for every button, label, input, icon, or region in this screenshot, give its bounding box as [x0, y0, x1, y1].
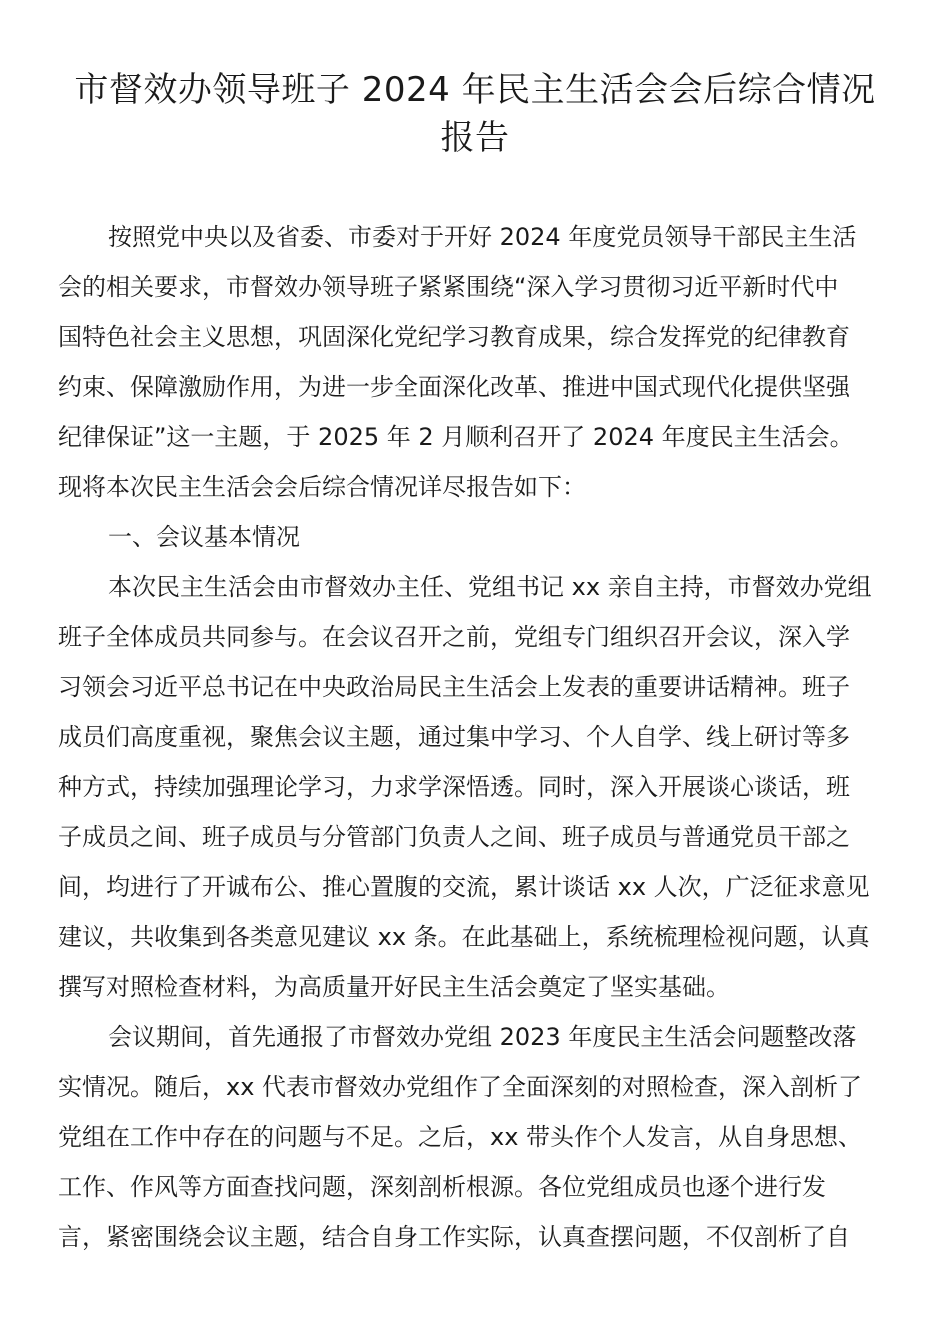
- paragraph-1-line-5: 纪律保证”这一主题，于 2025 年 2 月顺利召开了 2024 年度民主生活会。: [58, 423, 854, 451]
- paragraph-2-line-1: 本次民主生活会由市督效办主任、党组书记 xx 亲自主持，市督效办党组: [108, 573, 872, 601]
- paragraph-3-line-5: 言，紧密围绕会议主题，结合自身工作实际，认真查摆问题，不仅剖析了自: [58, 1223, 850, 1251]
- paragraph-1-line-4: 约束、保障激励作用，为进一步全面深化改革、推进中国式现代化提供坚强: [58, 373, 850, 401]
- paragraph-1-line-3: 国特色社会主义思想，巩固深化党纪学习教育成果，综合发挥党的纪律教育: [58, 323, 850, 351]
- paragraph-2-line-4: 成员们高度重视，聚焦会议主题，通过集中学习、个人自学、线上研讨等多: [58, 723, 850, 751]
- paragraph-2-line-3: 习领会习近平总书记在中央政治局民主生活会上发表的重要讲话精神。班子: [58, 673, 850, 701]
- paragraph-2-line-8: 建议，共收集到各类意见建议 xx 条。在此基础上，系统梳理检视问题，认真: [58, 923, 870, 951]
- paragraph-2-line-5: 种方式，持续加强理论学习，力求学深悟透。同时，深入开展谈心谈话，班: [58, 773, 850, 801]
- paragraph-3-line-2: 实情况。随后，xx 代表市督效办党组作了全面深刻的对照检查，深入剖析了: [58, 1073, 863, 1101]
- document-title-line-1: 市督效办领导班子 2024 年民主生活会会后综合情况: [74, 70, 876, 110]
- paragraph-2-line-7: 间，均进行了开诚布公、推心置腹的交流，累计谈话 xx 人次，广泛征求意见: [58, 873, 870, 901]
- paragraph-2-line-9: 撰写对照检查材料，为高质量开好民主生活会奠定了坚实基础。: [58, 973, 730, 1001]
- paragraph-3-line-4: 工作、作风等方面查找问题，深刻剖析根源。各位党组成员也逐个进行发: [58, 1173, 826, 1201]
- paragraph-2-line-2: 班子全体成员共同参与。在会议召开之前，党组专门组织召开会议，深入学: [58, 623, 850, 651]
- document-title-line-2: 报告: [440, 118, 510, 158]
- paragraph-1-line-1: 按照党中央以及省委、市委对于开好 2024 年度党员领导干部民主生活: [108, 223, 857, 251]
- paragraph-3-line-3: 党组在工作中存在的问题与不足。之后，xx 带头作个人发言，从自身思想、: [58, 1123, 863, 1151]
- section-heading-1: 一、会议基本情况: [108, 523, 300, 551]
- paragraph-1-line-6: 现将本次民主生活会会后综合情况详尽报告如下：: [58, 473, 586, 501]
- paragraph-2-line-6: 子成员之间、班子成员与分管部门负责人之间、班子成员与普通党员干部之: [58, 823, 850, 851]
- paragraph-3-line-1: 会议期间，首先通报了市督效办党组 2023 年度民主生活会问题整改落: [108, 1023, 857, 1051]
- paragraph-1-line-2: 会的相关要求，市督效办领导班子紧紧围绕“深入学习贯彻习近平新时代中: [58, 273, 839, 301]
